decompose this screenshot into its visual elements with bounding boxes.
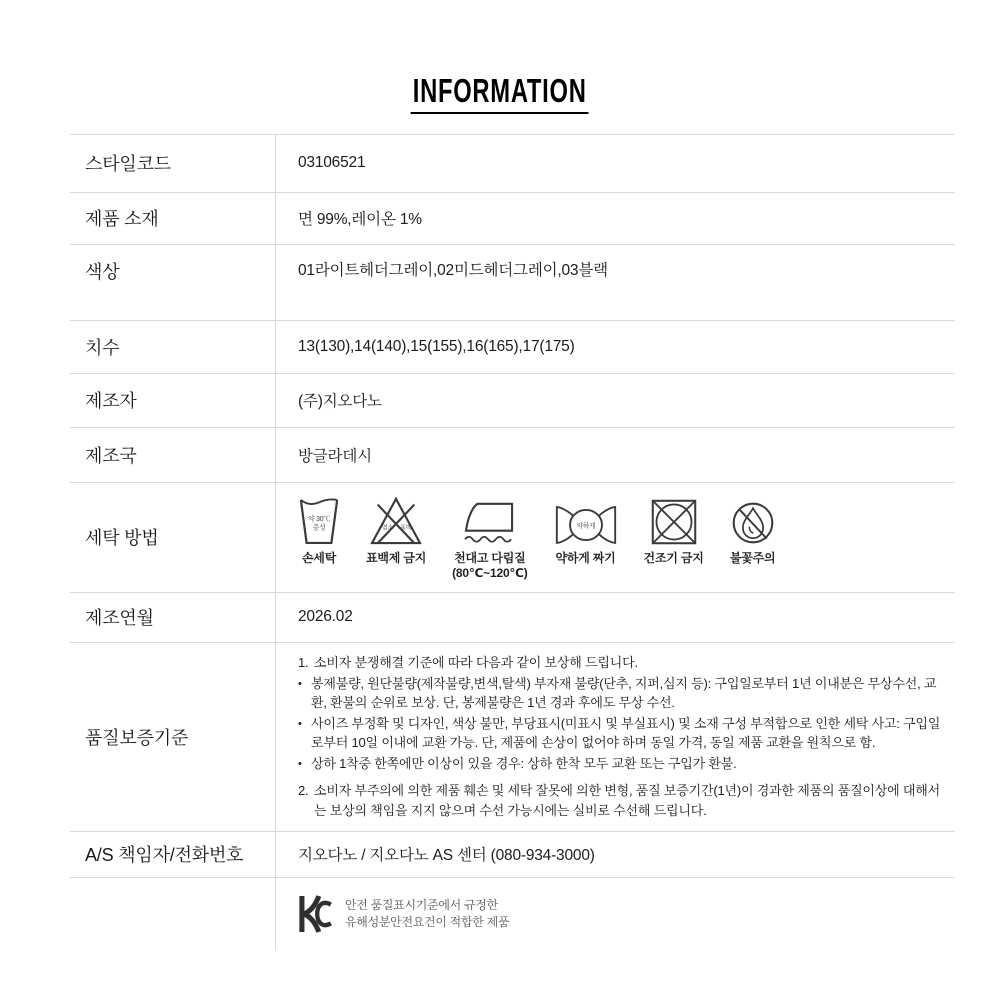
kc-text-line1: 안전 품질표시기준에서 규정한 [345,897,498,912]
row-value: 13(130),14(140),15(155),16(165),17(175) [275,321,955,373]
row-value: 03106521 [275,135,955,192]
table-row-manufacture-date [70,593,955,643]
table-row-style-code [70,135,955,193]
row-label: 제조연월 [85,608,154,629]
page-header [0,0,1000,114]
care-label: 약하게 짜기 [555,550,616,565]
warranty-marker: 1. [298,655,309,671]
row-label: 색상 [85,261,120,282]
table-row-care-instructions [70,483,955,593]
warranty-marker: 2. [298,783,309,799]
care-item-hand-wash [298,494,340,566]
kc-certification [298,892,509,936]
table-row-size [70,321,955,374]
row-value: (주)지오다노 [275,374,955,427]
kc-certification-logo [298,892,334,936]
warranty-marker: • [298,717,302,730]
row-label [70,878,275,950]
care-label-line1: 천대고 다림질 [454,550,526,565]
care-icons-cell [275,483,955,592]
warranty-item [298,653,941,673]
row-label: 스타일코드 [85,154,171,175]
table-row-country [70,428,955,483]
kc-certification-text [345,897,509,931]
warranty-marker: • [298,677,302,690]
no-open-flame-icon [730,494,776,546]
warranty-item [298,754,941,775]
warranty-marker: • [298,757,302,770]
warranty-text-block [298,646,941,827]
product-info-table [70,134,955,950]
care-item-no-tumble-dry [644,494,704,566]
row-label: 품질보증기준 [85,727,189,748]
row-label: 치수 [85,337,120,358]
page-title: INFORMATION [411,74,589,114]
table-row-as-contact [70,832,955,878]
icon-inner-text: 약하게 [576,522,595,530]
warranty-item [298,714,941,753]
warranty-text: 소비자 부주의에 의한 제품 훼손 및 세탁 잘못에 의한 변형, 품질 보증기간(1년)이 경과한 제품의 품질이상에 대해서는 보상의 책임을 지지 않으며 수선 가능시에는 실비로 수선해 드립니다. [314,783,940,818]
row-label: A/S 책임자/전화번호 [85,845,244,866]
row-label: 제조자 [85,391,137,412]
row-value: 2026.02 [275,593,955,642]
care-label [452,551,527,581]
care-label-line2: (80℃~120℃) [452,565,528,580]
table-row-material [70,193,955,245]
icon-inner-text: 표백 [399,524,412,532]
table-row-manufacturer [70,374,955,428]
care-label: 손세탁 [301,550,337,565]
row-value: 면 99%,레이온 1% [275,193,955,244]
row-value: 방글라데시 [275,428,955,482]
iron-with-cloth-icon [461,494,519,546]
row-label: 제품 소재 [85,209,159,230]
row-value: 01라이트헤더그레이,02미드헤더그레이,03블랙 [275,245,955,320]
warranty-cell [275,643,955,831]
warranty-item [298,781,941,820]
no-bleach-icon [369,494,423,546]
no-tumble-dry-icon [650,494,698,546]
care-item-no-bleach [366,494,426,566]
care-item-iron [452,494,527,581]
warranty-text: 사이즈 부정확 및 디자인, 색상 불만, 부당표시(미표시 및 부실표시) 및 소재 구성 부적합으로 인한 세탁 사고: 구입일로부터 10일 이내에 교환 가능. 단, 제품에 손상이 없어야 하며 동일 가격, 동일 제품 교환을 원칙으로 함. [311,715,941,751]
care-icon-strip [298,494,776,581]
care-item-wring [554,494,618,566]
table-row-warranty [70,643,955,832]
table-row-color [70,245,955,321]
row-label: 제조국 [85,445,137,466]
care-label: 불꽃주의 [729,550,776,565]
care-label: 표백제 금지 [366,550,427,565]
wring-gently-icon [554,494,618,546]
care-item-no-open-flame [730,494,776,566]
row-label: 세탁 방법 [85,528,159,549]
care-label: 건조기 금지 [643,550,704,565]
warranty-text: 상하 1착중 한쪽에만 이상이 있을 경우: 상하 한착 모두 교환 또는 구입가 환불. [311,755,737,771]
icon-inner-text: 염소 [381,524,394,532]
warranty-item [298,674,941,713]
icon-inner-text: 약 30℃ [307,515,331,523]
table-row-kc-certification [70,878,955,950]
warranty-text: 봉제불량, 원단불량(제작불량,변색,탈색) 부자재 불량(단추, 지퍼,심지 등): 구입일로부터 1년 이내분은 무상수선, 교환, 환불의 순위로 보상. 단, 봉제불량은 1년 경과 후에도 무상 수선. [311,675,937,711]
row-value: 지오다노 / 지오다노 AS 센터 (080-934-3000) [275,832,955,877]
warranty-text: 소비자 분쟁해결 기준에 따라 다음과 같이 보상해 드립니다. [314,655,638,671]
hand-wash-icon [298,494,340,546]
icon-inner-text: 중성 [312,524,326,532]
kc-cell [275,878,955,950]
kc-text-line2: 유해성분안전요건이 적합한 제품 [345,914,510,929]
